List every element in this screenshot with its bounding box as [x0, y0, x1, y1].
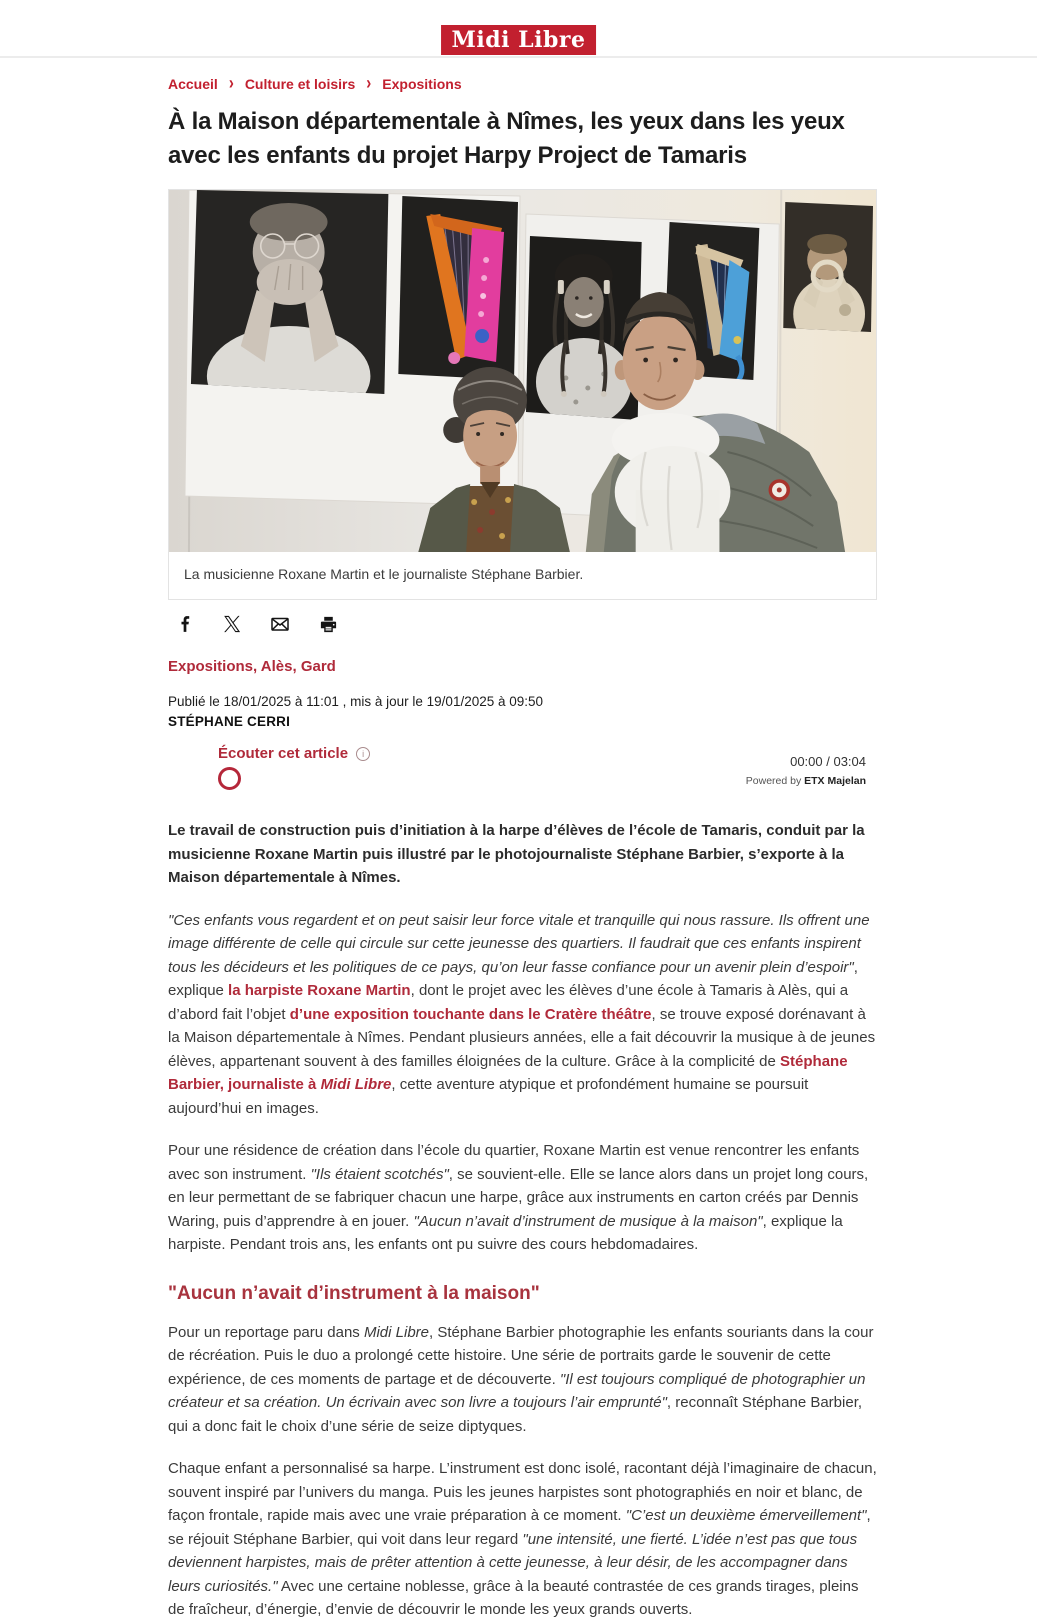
author-name: STÉPHANE CERRI: [168, 714, 291, 729]
text-segment: Midi Libre: [363, 1323, 429, 1341]
tag-ales[interactable]: Alès: [260, 658, 293, 675]
midi-libre-logo[interactable]: Midi Libre: [441, 25, 597, 55]
paragraph: [168, 1457, 877, 1622]
print-share-button[interactable]: [319, 615, 338, 634]
site-header: [0, 0, 1037, 58]
text-segment: , cette aventure atypique et profondément humaine se poursuit aujourd’hui en images.: [168, 1076, 809, 1117]
photo-caption: La musicienne Roxane Martin et le journaliste Stéphane Barbier.: [169, 552, 876, 599]
email-icon: [270, 615, 290, 633]
tag-expositions[interactable]: Expositions: [168, 658, 254, 675]
article-photo: [169, 190, 876, 552]
breadcrumb-culture-et-loisirs[interactable]: Culture et loisirs: [244, 75, 356, 92]
chevron-right-icon: ›: [228, 72, 234, 95]
text-segment: Pour un reportage paru dans: [168, 1323, 364, 1341]
text-segment: "Aucun n’avait d’instrument de musique à la maison": [413, 1212, 763, 1230]
text-segment: , Stéphane Barbier photographie les enfants souriants dans la cour de récréation. Puis le duo a prolongé cette histoire. Une série de portraits garde le souvenir de cette expérience, de ces moments de partage et de découverte.: [168, 1323, 874, 1388]
text-segment: "C’est un deuxième émerveillement": [625, 1507, 867, 1524]
text-segment: , dont le projet avec les élèves d’une école à Tamaris à Alès, qui a d’abord fait l’objet: [168, 982, 849, 1023]
x-twitter-icon: [223, 615, 241, 633]
facebook-icon: [176, 615, 194, 633]
paragraph: [168, 1321, 877, 1439]
inline-link[interactable]: la harpiste Roxane Martin: [228, 982, 411, 999]
text-segment: "Ces enfants vous regardent et on peut saisir leur force vitale et tranquille qui nous rassure. Ils offrent une image différente de celle qui circule sur cette jeunesse des quartiers. Il faudrait que ces enfants inspirent tous les décideurs et les politiques de ce pays, qu’on leur fasse confiance pour un avenir plein d’espoir": [168, 911, 870, 976]
share-row: [168, 612, 877, 636]
text-segment: Pour une résidence de création dans l’école du quartier, Roxane Martin est venue rencontrer les enfants avec son instrument.: [168, 1142, 860, 1183]
info-icon[interactable]: i: [356, 747, 370, 761]
chevron-right-icon: ›: [366, 72, 372, 95]
page-title: [168, 105, 877, 173]
audio-time: 00:00 / 03:04: [790, 754, 866, 769]
play-button[interactable]: [218, 767, 241, 790]
breadcrumb-expositions[interactable]: Expositions: [382, 75, 462, 92]
email-share-button[interactable]: [270, 615, 290, 633]
text-segment: , se souvient-elle. Elle se lance alors dans un projet long cours, en leur permettant de se fabriquer chacun une harpe, grâce aux instruments en carton créés par Dennis Waring, puis d’apprendre à en jouer.: [168, 1165, 869, 1230]
text-segment: , reconnaît Stéphane Barbier, qui a donc fait le choix d’une série de seize diptyques.: [168, 1394, 863, 1435]
tag-separator: ,: [292, 658, 301, 675]
tag-separator: ,: [253, 658, 261, 675]
section-subheading: "Aucun n’avait d’instrument à la maison": [168, 1282, 540, 1304]
text-segment: Chaque enfant a personnalisé sa harpe. L’instrument est donc isolé, racontant déjà l’imaginaire de chacun, souvent inspiré par l’univers du manga. Puis les jeunes harpistes sont photographiés en noir et blanc, de façon frontale, rapide mais avec une vraie préparation à ce moment.: [168, 1460, 877, 1524]
etx-majelan-brand: ETX Majelan: [804, 775, 866, 787]
text-segment: "Il est toujours compliqué de photographier un créateur et sa création. Un écrivain avec son livre a toujours l’air emprunté": [168, 1370, 866, 1411]
inline-link[interactable]: Stéphane Barbier, journaliste à: [168, 1052, 848, 1093]
text-segment: , explique: [168, 958, 858, 999]
powered-by: Powered by ETX Majelan: [745, 775, 866, 787]
inline-link[interactable]: Midi Libre: [320, 1076, 392, 1093]
text-segment: , se trouve exposé dorénavant à la Maison départementale à Nîmes. Pendant plusieurs années, elle a fait découvrir la musique à de jeunes élèves, appartenant souvent à des familles éloignées de la culture. Grâce à la complicité de: [168, 1005, 876, 1070]
facebook-share-button[interactable]: [176, 615, 194, 633]
text-segment: "Ils étaient scotchés": [310, 1165, 449, 1183]
article-column: [168, 72, 877, 1622]
x-twitter-share-button[interactable]: [223, 615, 241, 633]
listen-article-button[interactable]: Écouter cet article: [218, 745, 349, 762]
print-icon: [319, 615, 338, 634]
audio-player: [168, 745, 877, 805]
breadcrumb-accueil[interactable]: Accueil: [168, 75, 218, 92]
publication-dates: Publié le 18/01/2025 à 11:01 , mis à jour le 19/01/2025 à 09:50: [168, 694, 544, 709]
article-figure: [168, 189, 877, 600]
text-segment: "une intensité, une fierté. L’idée n’est pas que tous deviennent harpistes, mais de prêter attention à cette jeunesse, à leur désir, de les accompagner dans leurs curiosités.": [168, 1530, 858, 1595]
tags-row: [168, 658, 877, 675]
tag-gard[interactable]: Gard: [300, 658, 336, 675]
paragraph: [168, 909, 877, 1121]
lead-paragraph: Le travail de construction puis d’initiation à la harpe d’élèves de l’école de Tamaris, conduit par la musicienne Roxane Martin puis illustré par le photojournaliste Stéphane Barbier, s’exporte à la Maison départementale à Nîmes.: [168, 822, 865, 886]
paragraph: [168, 1139, 877, 1257]
text-segment: , se réjouit Stéphane Barbier, qui voit dans leur regard: [168, 1507, 871, 1548]
audio-player-left: [218, 745, 370, 792]
audio-player-right: [746, 754, 866, 787]
article-body: [168, 819, 877, 1622]
page-title-line1: À la Maison départementale à Nîmes, les yeux dans les yeux: [168, 108, 845, 135]
inline-link[interactable]: d’une exposition touchante dans le Cratère théâtre: [289, 1005, 652, 1023]
breadcrumb: [168, 72, 877, 95]
text-segment: , explique la harpiste. Pendant trois ans, les enfants ont pu suivre des cours hebdomadaires.: [168, 1212, 843, 1253]
page-title-line2: avec les enfants du projet Harpy Project de Tamaris: [168, 142, 747, 169]
text-segment: Avec une certaine noblesse, grâce à la beauté contrastée de ces grands tirages, pleins de fraîcheur, d’énergie, d’envie de découvrir le monde les yeux grands ouverts.: [168, 1577, 859, 1618]
